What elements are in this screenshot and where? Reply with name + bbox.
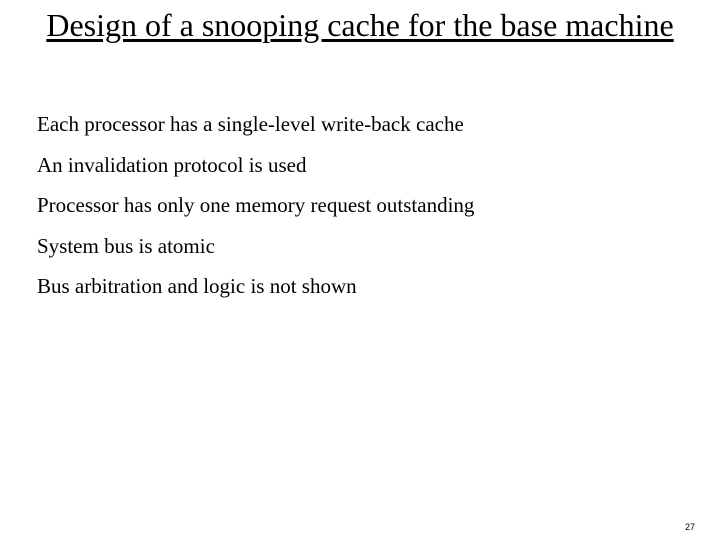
page-number: 27	[684, 522, 695, 532]
bullet-item: System bus is atomic	[37, 233, 215, 258]
slide-title: Design of a snooping cache for the base machine	[46, 7, 674, 43]
bullet-item: An invalidation protocol is used	[37, 152, 307, 177]
bullet-list	[37, 112, 697, 315]
bullet-item: Processor has only one memory request outstanding	[37, 193, 475, 217]
bullet-item: Each processor has a single-level write-back cache	[37, 112, 464, 136]
bullet-item: Bus arbitration and logic is not shown	[37, 274, 357, 298]
